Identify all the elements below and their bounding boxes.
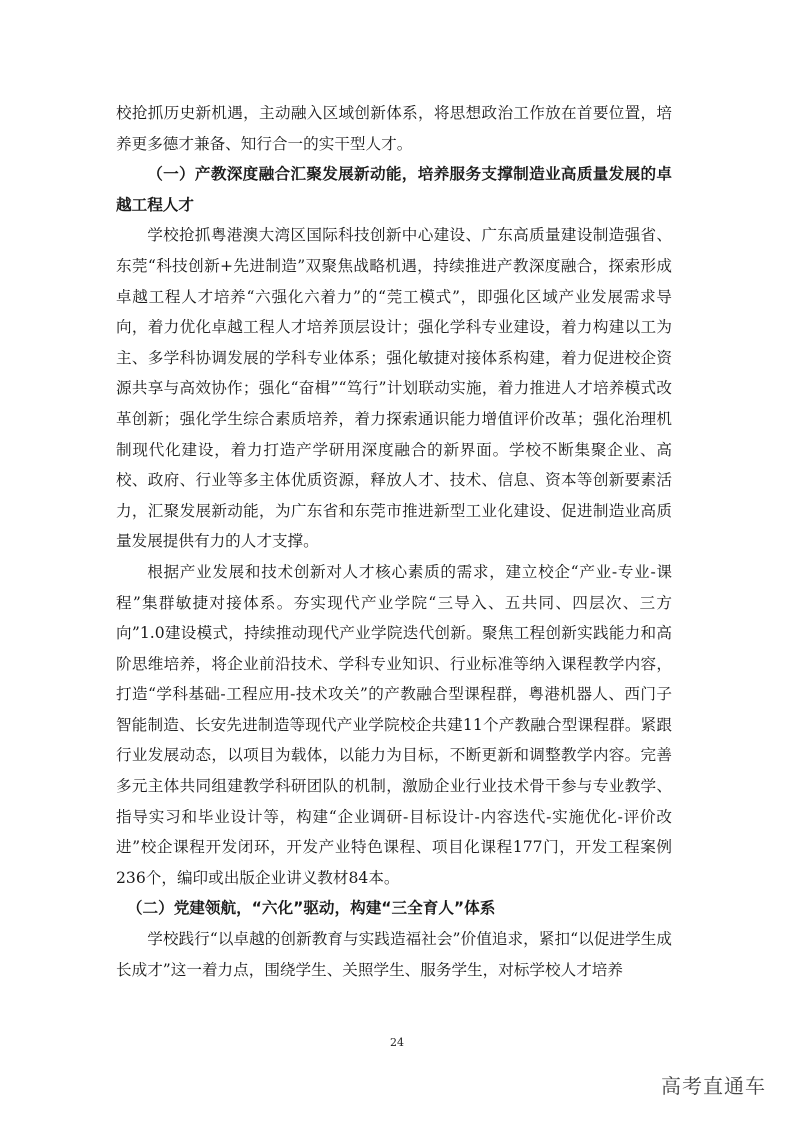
paragraph: 学校抢抓粤港澳大湾区国际科技创新中心建设、广东高质量建设制造强省、东莞“科技创新+先进制造”双聚焦战略机遇，持续推进产教深度融合，探索形成卓越工程人才培养“六强化六着力”的“莞工模式”，即强化区域产业发展需求导向，着力优化卓越工程人才培养顶层设计；强化学科专业建设，着力构建以工为主、多学科协调发展的学科专业体系；强化敏捷对接体系构建，着力促进校企资源共享与高效协作；强化“奋楫”“笃行”计划联动实施，着力推进人才培养模式改革创新；强化学生综合素质培养，着力探索通识能力增值评价改革；强化治理机制现代化建设，着力打造产学研用深度融合的新界面。学校不断集聚企业、高校、政府、行业等多主体优质资源，释放人才、技术、信息、资本等创新要素活力，汇聚发展新动能，为广东省和东莞市推进新型工业化建设、促进制造业高质量发展提供有力的人才支撑。 xyxy=(116,226,672,551)
page-number: 24 xyxy=(390,1036,404,1049)
document-body xyxy=(116,98,672,985)
section-heading-1: （一）产教深度融合汇聚发展新动能，培养服务支撑制造业高质量发展的卓越工程人才 xyxy=(116,165,672,214)
section-heading-2: （二）党建领航，“六化”驱动，构建“三全育人”体系 xyxy=(126,899,496,918)
paragraph: 根据产业发展和技术创新对人才核心素质的需求，建立校企“产业-专业-课程”集群敏捷对接体系。夯实现代产业学院“三导入、五共同、四层次、三方向”1.0建设模式，持续推动现代产业学院迭代创新。聚焦工程创新实践能力和高阶思维培养，将企业前沿技术、学科专业知识、行业标准等纳入课程教学内容，打造“学科基础-工程应用-技术攻关”的产教融合型课程群，粤港机器人、西门子智能制造、长安先进制造等现代产业学院校企共建11个产教融合型课程群。紧跟行业发展动态，以项目为载体，以能力为目标，不断更新和调整教学内容。完善多元主体共同组建教学科研团队的机制，激励企业行业技术骨干参与专业教学、指导实习和毕业设计等，构建“企业调研-目标设计-内容迭代-实施优化-评价改进”校企课程开发闭环，开发产业特色课程、项目化课程177门，开发工程案例236个，编印或出版企业讲义教材84本。 xyxy=(116,562,672,887)
paragraph: 学校践行“以卓越的创新教育与实践造福社会”价值追求，紧扣“以促进学生成长成才”这一着力点，围绕学生、关照学生、服务学生，对标学校人才培养 xyxy=(116,930,672,979)
watermark-logo-text: 高考直通车 xyxy=(661,1074,766,1098)
paragraph-continuation: 校抢抓历史新机遇，主动融入区域创新体系，将思想政治工作放在首要位置，培养更多德才兼备、知行合一的实干型人才。 xyxy=(116,104,672,153)
